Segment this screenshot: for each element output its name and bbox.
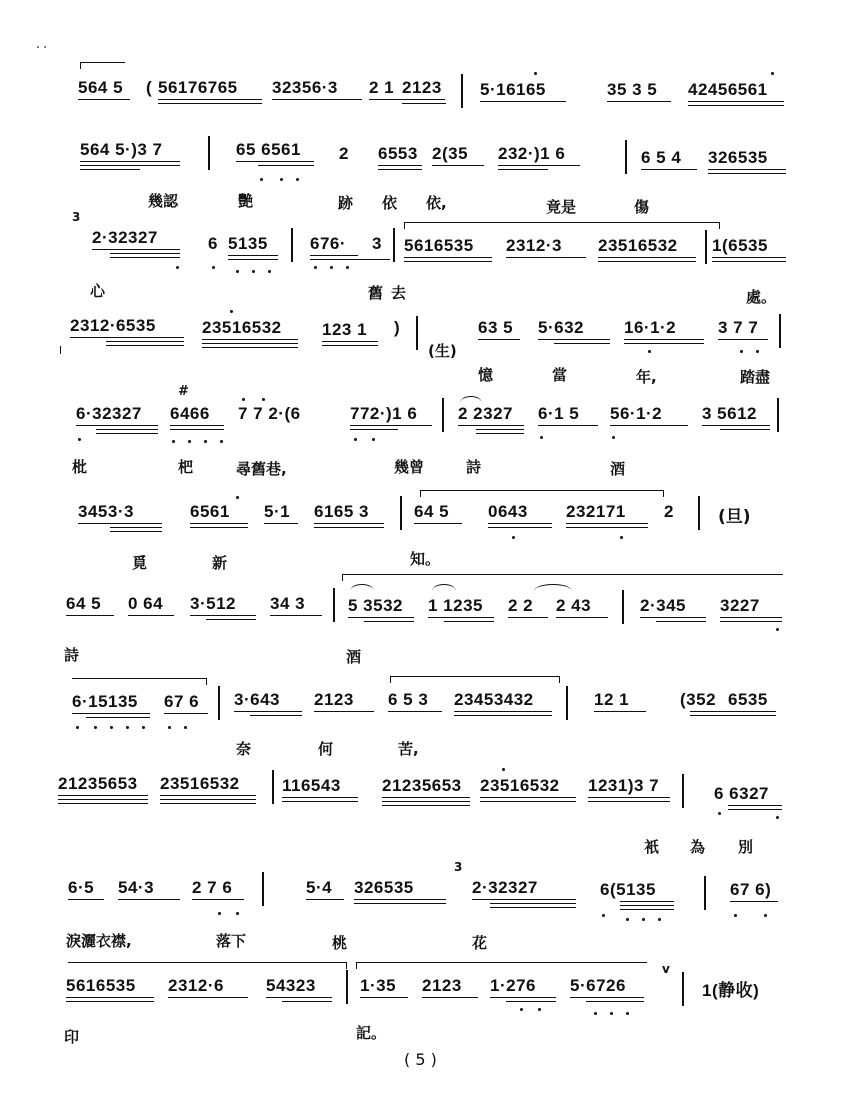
barline — [262, 872, 264, 906]
note-group: 5 3532 — [348, 596, 403, 615]
lyric: 枇 — [72, 458, 88, 476]
note-group: 6·1 5 — [538, 404, 580, 423]
note-group: 3227 — [720, 596, 760, 615]
role-label: (生) — [428, 342, 457, 360]
lyric: 幾認 — [148, 192, 179, 210]
note-group: 64 5 — [414, 502, 450, 521]
note-group: 1·35 — [360, 976, 397, 995]
note-group: 64 5 — [66, 594, 102, 613]
note-group: 772·)1 6 — [350, 404, 418, 423]
barline — [777, 398, 779, 432]
lyric: 酒 — [346, 648, 362, 666]
note-group: 2·32327 — [92, 228, 158, 247]
note-group: 6 — [208, 234, 218, 253]
note-group: 1 1235 — [428, 596, 483, 615]
lyric: 艷 — [238, 192, 254, 210]
lyric: 當 — [552, 366, 568, 384]
note-group: 2 1 — [369, 78, 395, 97]
page-number: ( 5 ) — [404, 1050, 437, 1069]
note-group: 23516532 — [202, 318, 282, 337]
note-group: 1(静收) — [702, 981, 760, 1000]
note-group: 1·276 — [490, 976, 536, 995]
lyric: 落下 — [216, 932, 247, 950]
lyric: 花 — [472, 934, 488, 952]
note-group: 32356·3 — [272, 78, 338, 97]
note-group: 6553 — [378, 144, 418, 163]
note-group: 3·512 — [190, 594, 236, 613]
barline — [416, 316, 418, 350]
lyric: 傷 — [634, 198, 650, 216]
note-group: 54·3 — [118, 878, 155, 897]
note-group: 5135 — [228, 234, 268, 253]
lyric: 苦, — [398, 740, 419, 758]
note-group: 0643 — [488, 502, 528, 521]
note-group: 3 5612 — [702, 404, 757, 423]
note-group: 6561 — [190, 502, 230, 521]
barline — [291, 228, 293, 262]
note-group: 54323 — [266, 976, 316, 995]
note-group: 326535 — [354, 878, 414, 897]
note-group: 2123 — [314, 690, 354, 709]
lyric: 新 — [212, 554, 228, 572]
lyric: 詩 — [466, 458, 482, 476]
note-group: 2(35 — [432, 144, 469, 163]
barline — [400, 496, 402, 530]
sharp-mark: # — [178, 384, 189, 399]
barline — [346, 970, 348, 1004]
note-group: 5·16165 — [480, 80, 546, 99]
barline — [218, 686, 220, 720]
note-group: 3·643 — [234, 690, 280, 709]
lyric: 杷 — [178, 458, 194, 476]
note-group: 232171 — [566, 502, 626, 521]
note-group: 23516532 — [160, 774, 240, 793]
repeat-bracket — [80, 62, 125, 69]
lyric: 覓 — [132, 554, 148, 572]
note-group: 0 64 — [128, 594, 164, 613]
barline — [698, 496, 700, 530]
lyric: 竟是 — [546, 198, 577, 216]
lyric: 為 — [690, 838, 706, 856]
barline — [622, 590, 624, 624]
note-group: 2 — [339, 144, 349, 163]
note-group: 564 5·)3 7 — [80, 140, 163, 159]
lyric: 淚灑衣襟, — [66, 932, 132, 950]
lyric: 心 — [90, 282, 106, 300]
note-group: 2312·6 — [168, 976, 224, 995]
lyric: 別 — [738, 838, 754, 856]
note-group: 564 5 — [78, 78, 124, 97]
note-group: 232·)1 6 — [498, 144, 566, 163]
note-group: 3 7 7 — [718, 318, 759, 337]
note-group: 7 7 2·(6 — [238, 404, 301, 423]
note-group: 67 6 — [164, 692, 200, 711]
lyric: 桃 — [332, 934, 348, 952]
barline — [779, 314, 781, 348]
note-group: 5·632 — [538, 318, 584, 337]
note-group: 2 2327 — [458, 404, 513, 423]
note-group: 676· — [310, 234, 347, 253]
note-group: 6 5 3 — [388, 690, 429, 709]
note-group: 2 2 — [508, 596, 534, 615]
note-group: 23453432 — [454, 690, 534, 709]
note-group: 326535 — [708, 148, 768, 167]
lyric: 依, — [426, 194, 447, 212]
note-group: 12 1 — [594, 690, 630, 709]
note-group: 2·345 — [640, 596, 686, 615]
barline — [208, 136, 210, 170]
note-group: ( — [146, 78, 153, 97]
note-group: ) — [394, 318, 401, 337]
note-group: 56176765 — [158, 78, 238, 97]
tempo-mark: 3 — [454, 860, 463, 874]
barline — [704, 876, 706, 910]
barline — [442, 398, 444, 432]
note-group: 6·32327 — [76, 404, 142, 423]
note-group: 2312·3 — [506, 236, 562, 255]
lyric: 奈 — [236, 740, 252, 758]
note-group: 5·4 — [306, 878, 333, 897]
note-group: 6165 3 — [314, 502, 369, 521]
note-group: 42456561 — [688, 80, 768, 99]
lyric: 年, — [636, 368, 657, 386]
barline — [333, 588, 335, 622]
note-group: 21235653 — [58, 774, 138, 793]
note-group: 6 5 4 — [641, 148, 682, 167]
note-group: 35 3 5 — [607, 80, 658, 99]
lyric: 衹 — [644, 838, 660, 856]
note-group: (352 — [680, 690, 717, 709]
note-group: 6(5135 — [600, 880, 656, 899]
note-group: 6535 — [728, 690, 768, 709]
barline — [393, 228, 395, 262]
note-group: 6 6327 — [714, 784, 769, 803]
lyric: 印 — [64, 1028, 80, 1046]
note-group: 116543 — [282, 776, 341, 795]
note-group: 67 6) — [730, 880, 772, 899]
lyric: 憶 — [478, 366, 494, 384]
note-group: 123 1 — [322, 320, 368, 339]
note-group: 5·1 — [264, 502, 291, 521]
note-group: 6·15135 — [72, 692, 138, 711]
barline — [461, 74, 463, 108]
note-group: 1(6535 — [712, 236, 768, 255]
lyric: 處。 — [746, 288, 777, 306]
lyric: 幾曾 — [394, 458, 425, 476]
note-group: 6·5 — [68, 878, 95, 897]
note-group: 56·1·2 — [610, 404, 663, 423]
note-group: 21235653 — [382, 776, 462, 795]
note-group: 5616535 — [66, 976, 136, 995]
lyric: 何 — [318, 740, 334, 758]
barline — [682, 972, 684, 1006]
note-group: 5·6726 — [570, 976, 626, 995]
lyric: 尋舊巷, — [236, 460, 287, 478]
tempo-mark: 3 — [72, 210, 81, 224]
note-group: 65 6561 — [236, 140, 301, 159]
corner-mark: . . — [36, 40, 48, 51]
note-group: 23516532 — [480, 776, 560, 795]
note-group: 2312·6535 — [70, 316, 156, 335]
note-group: 2123 — [402, 78, 442, 97]
note-group: 16·1·2 — [624, 318, 677, 337]
note-group: 2 7 6 — [192, 878, 233, 897]
lyric: 依 — [382, 194, 398, 212]
note-group: 1231)3 7 — [588, 776, 660, 795]
note-group: 34 3 — [270, 594, 306, 613]
lyric: 酒 — [610, 460, 626, 478]
note-group: 2·32327 — [472, 878, 538, 897]
role-label: (旦) — [718, 507, 751, 527]
note-group: 23516532 — [598, 236, 678, 255]
barline — [625, 140, 627, 174]
barline — [272, 770, 274, 804]
note-group: 5616535 — [404, 236, 474, 255]
lyric: 舊去 — [368, 284, 415, 302]
barline — [705, 230, 707, 264]
margin-tick — [60, 346, 61, 354]
note-group: 3453·3 — [78, 502, 134, 521]
lyric: 知。 — [410, 550, 441, 568]
lyric: 跡 — [338, 194, 354, 212]
lyric: 踏盡 — [740, 368, 771, 386]
lyric: 詩 — [64, 646, 80, 664]
note-group: 63 5 — [478, 318, 514, 337]
note-group: 3 — [372, 234, 382, 253]
lyric: 記。 — [356, 1024, 387, 1042]
barline — [566, 686, 568, 720]
note-group: 2123 — [422, 976, 462, 995]
note-group: 6466 — [170, 404, 210, 423]
note-group: 2 — [664, 502, 674, 521]
barline — [682, 774, 684, 808]
note-group: 2 43 — [556, 596, 592, 615]
breath-mark: v — [662, 962, 670, 976]
